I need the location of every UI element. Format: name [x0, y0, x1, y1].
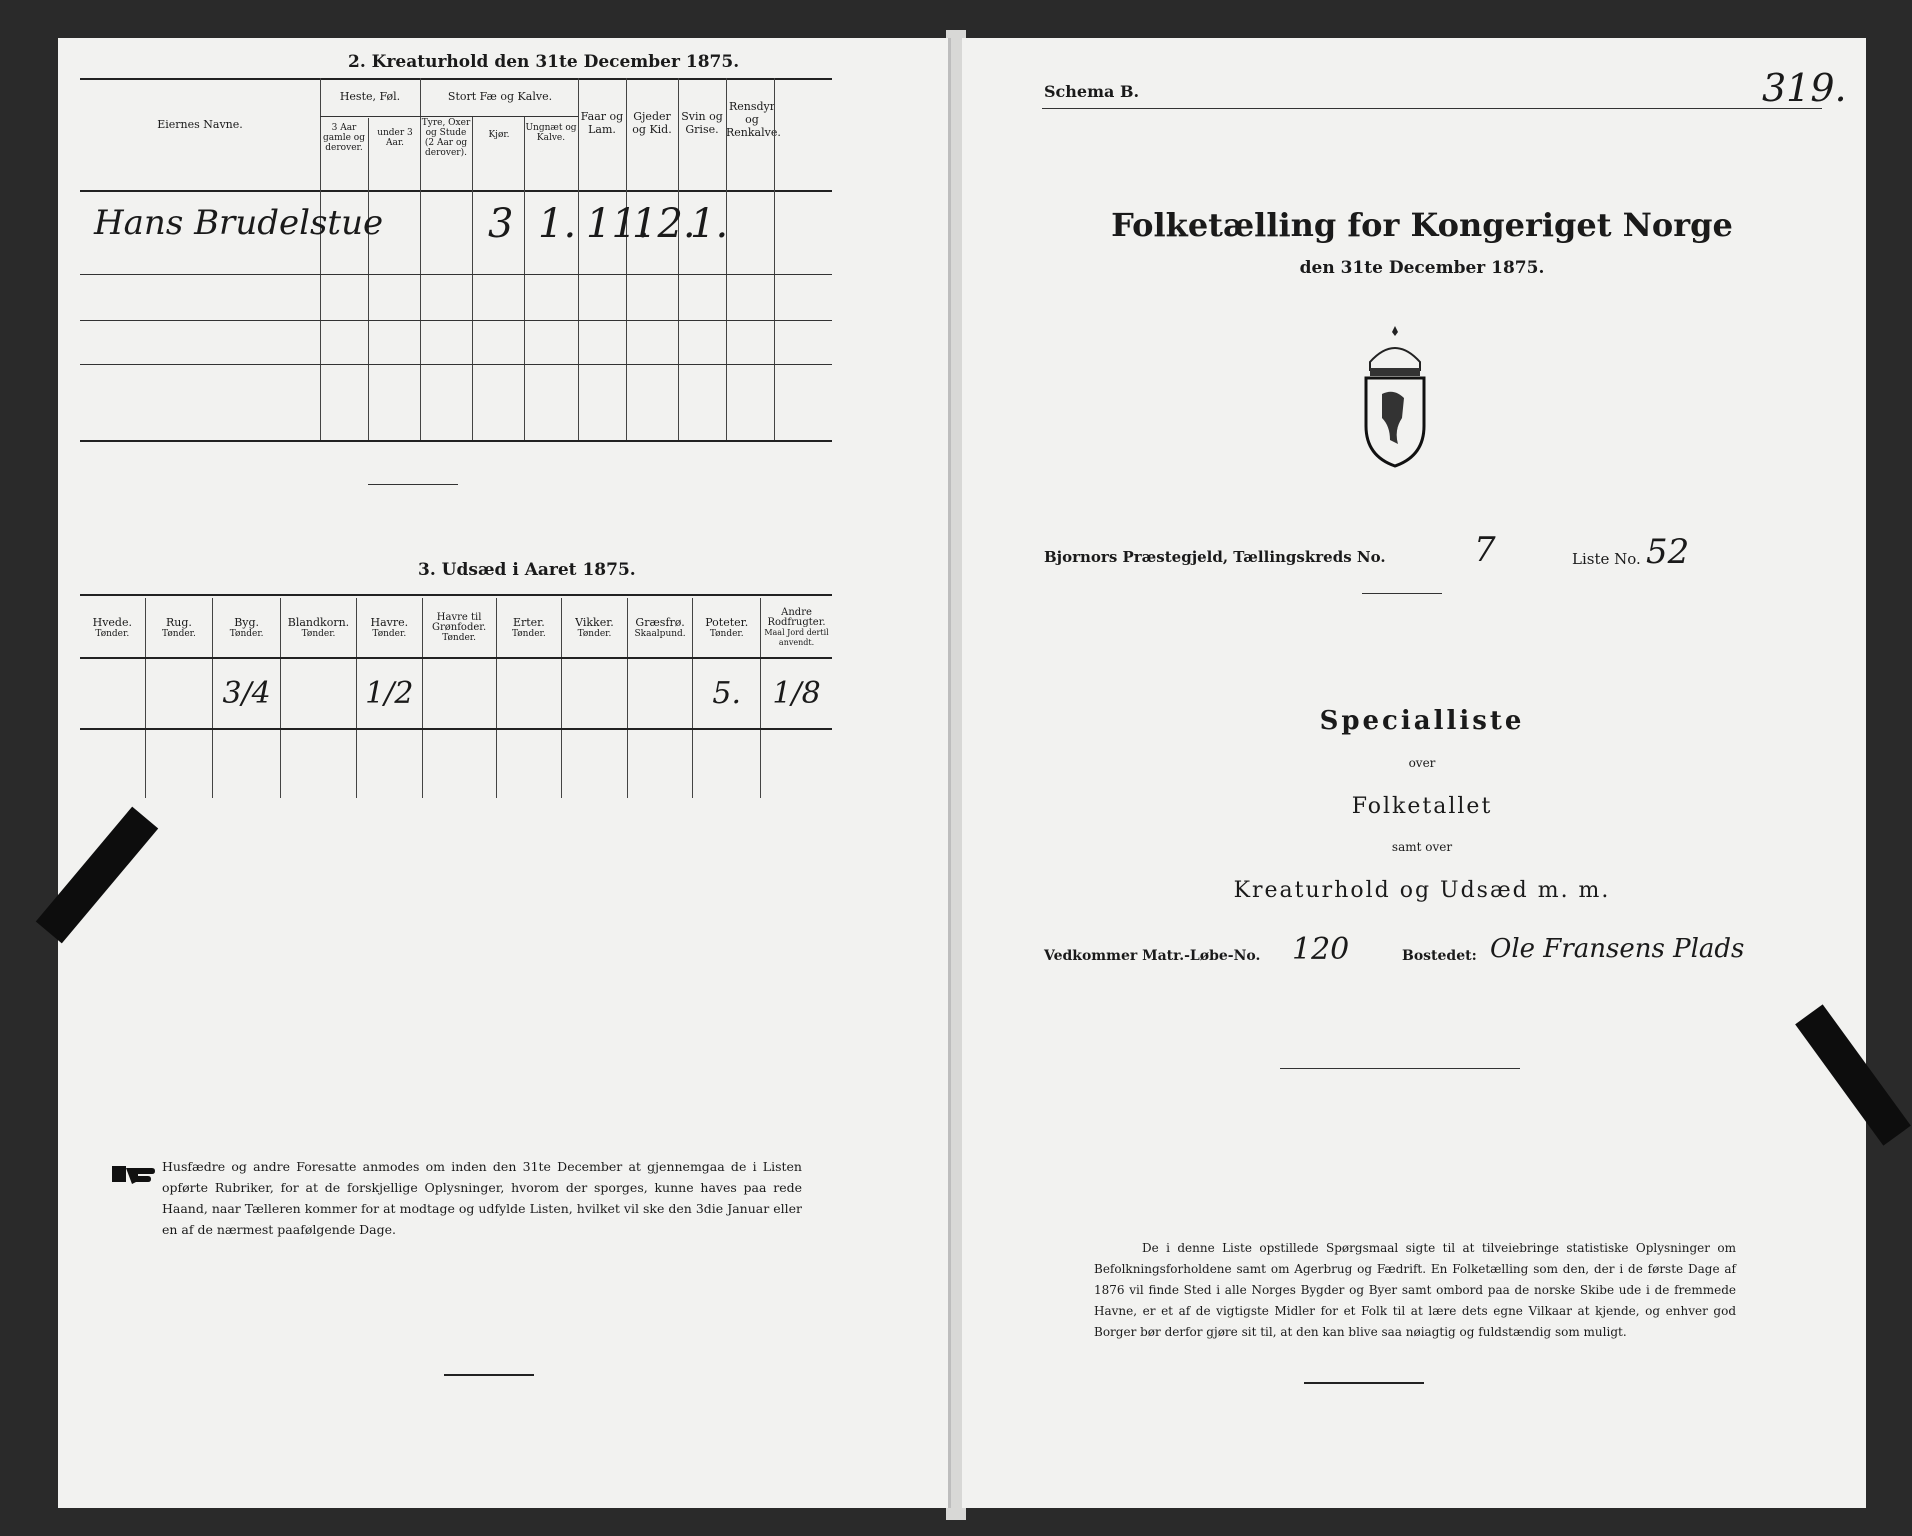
sheep-header: Faar og Lam.	[580, 110, 624, 136]
parish-label: Bjornors Præstegjeld, Tællingskreds No.	[1044, 548, 1386, 566]
col-divider	[320, 78, 321, 440]
samt-over-text: samt over	[1391, 840, 1453, 854]
cattle-sub-3: Ungnæt og Kalve.	[525, 123, 577, 143]
seed-header-3: Blandkorn.	[287, 616, 350, 629]
calves-value: 1.	[538, 201, 577, 247]
seed-unit-8: Skaalpund.	[634, 629, 686, 639]
owner-header: Eiernes Navne.	[157, 118, 243, 131]
col-divider	[726, 78, 727, 440]
footer-separator	[1304, 1382, 1424, 1384]
pointing-hand-icon	[110, 1158, 156, 1188]
seed-unit-1: Tønder.	[162, 629, 196, 639]
col-divider	[626, 78, 627, 440]
separator	[368, 484, 458, 485]
seed-unit-10: Maal Jord dertil anvendt.	[764, 627, 829, 647]
reindeer-header: Rensdyr og Renkalve.	[726, 100, 781, 139]
table-top-rule	[80, 78, 832, 80]
col-divider	[524, 116, 525, 440]
seed-header-8: Græsfrø.	[635, 616, 685, 629]
cattle-subrule	[420, 116, 578, 117]
schema-rule	[1042, 108, 1822, 109]
section3-title: 3. Udsæd i Aaret 1875.	[418, 560, 636, 580]
owner-name: Hans Brudelstue	[94, 203, 384, 243]
seed-unit-4: Tønder.	[372, 629, 407, 639]
cattle-header: Stort Fæ og Kalve.	[447, 90, 553, 103]
schema-label: Schema B.	[1044, 82, 1140, 101]
bosted-value: Ole Fransens Plads	[1490, 934, 1745, 964]
seed-unit-2: Tønder.	[229, 629, 264, 639]
table-bottom-rule	[80, 440, 832, 442]
seed-bottom-rule	[80, 728, 832, 730]
goats-header: Gjeder og Kid.	[632, 110, 672, 136]
seed-value-10: 1/8	[772, 676, 821, 711]
col-divider	[678, 78, 679, 440]
seed-header-6: Erter.	[512, 616, 545, 629]
row-rule	[80, 364, 832, 365]
header-bottom-rule	[80, 190, 832, 192]
section2-title: 2. Kreaturhold den 31te December 1875.	[348, 52, 740, 72]
seed-unit-0: Tønder.	[95, 629, 130, 639]
seed-unit-6: Tønder.	[511, 629, 546, 639]
district-no: 7	[1474, 530, 1496, 570]
horses-sub-2: under 3 Aar.	[377, 128, 413, 148]
list-label: Liste No.	[1572, 550, 1641, 568]
cattle-sub-2: Kjør.	[488, 130, 510, 140]
seed-unit-5: Tønder.	[442, 632, 476, 643]
pigs-header: Svin og Grise.	[681, 110, 723, 136]
horses-subrule	[320, 116, 420, 117]
main-title: Folketælling for Kongeriget Norge	[1111, 206, 1733, 244]
matr-label: Vedkommer Matr.-Løbe-No.	[1044, 948, 1261, 964]
seed-header-10: Andre Rodfrugter.	[767, 606, 826, 628]
horses-sub-1: 3 Aar gamle og derover.	[323, 123, 365, 153]
cattle-sub-1: Tyre, Oxer og Stude (2 Aar og derover).	[421, 118, 471, 158]
bosted-label: Bostedet:	[1402, 948, 1477, 964]
notice-text: Husfædre og andre Foresatte anmodes om inden den 31te December at gjennemgaa de i Listen opførte Rubriker, for at de forskjellige Oplysninger, hvorom der sporges, kunne haves paa rede Haand, naar Tælleren kommer for at modtage og udfylde Listen, hvilket vil ske den 3die Januar eller en af de nærmest paafølgende Dage.	[162, 1159, 802, 1237]
seed-header-2: Byg.	[234, 616, 260, 629]
seed-header-1: Rug.	[165, 616, 192, 629]
seed-unit-7: Tønder.	[577, 629, 612, 639]
seed-unit-3: Tønder.	[301, 629, 336, 639]
seed-header-4: Havre.	[370, 616, 409, 629]
seed-header-0: Hvede.	[92, 616, 132, 629]
title-date: den 31te December 1875.	[1299, 258, 1545, 278]
seed-header-9: Poteter.	[705, 616, 749, 629]
separator	[1362, 593, 1442, 594]
row-rule	[80, 320, 832, 321]
col-divider	[368, 118, 369, 440]
cows-value: 3	[488, 201, 514, 247]
left-page	[58, 38, 951, 1508]
col-divider	[420, 78, 421, 440]
row-rule	[80, 274, 832, 275]
seed-header-5: Havre til Grønfoder.	[432, 611, 487, 633]
kreaturhold-heading: Kreaturhold og Udsæd m. m.	[1233, 878, 1611, 903]
coat-of-arms-icon	[1360, 322, 1430, 472]
seed-value-2: 3/4	[222, 676, 271, 711]
horses-header: Heste, Føl.	[339, 90, 401, 103]
page-number: 319.	[1762, 66, 1847, 110]
seed-value-4: 1/2	[365, 676, 414, 711]
list-no: 52	[1646, 532, 1690, 572]
sheep-value: 11.	[586, 201, 650, 247]
seed-header-7: Vikker.	[575, 616, 614, 629]
matr-no: 120	[1292, 932, 1350, 967]
pigs-value: 1.	[690, 201, 729, 247]
over-text: over	[1408, 756, 1436, 770]
seed-top-rule	[80, 594, 832, 596]
col-divider	[774, 78, 775, 440]
seed-table	[80, 598, 832, 798]
folketallet-heading: Folketallet	[1351, 794, 1493, 819]
seed-value-9: 5.	[712, 676, 742, 711]
separator	[1280, 1068, 1520, 1069]
footnote-text: De i denne Liste opstillede Spørgsmaal sigte til at tilveiebringe statistiske Oplysninger om Befolkningsforholdene samt om Agerbrug og Fædrift. En Folketælling som den, der i de første Dage af 1876 vil finde Sted i alle Norges Bygder og Byer samt ombord paa de norske Skibe ude i de fremmede Havne, er et af de vigtigste Midler for et Folk til at lære dets egne Vilkaar at kjende, og enhver god Borger bør derfor gjøre sit til, at den kan blive saa nøiagtig og fuldstændig som muligt.	[1094, 1241, 1736, 1339]
right-page	[962, 38, 1866, 1508]
goats-value: 12.	[632, 201, 696, 247]
col-divider	[472, 116, 473, 440]
seed-unit-9: Tønder.	[709, 629, 744, 639]
footer-separator	[444, 1374, 534, 1376]
specialliste-heading: Specialliste	[1319, 706, 1525, 736]
col-divider	[578, 78, 579, 440]
